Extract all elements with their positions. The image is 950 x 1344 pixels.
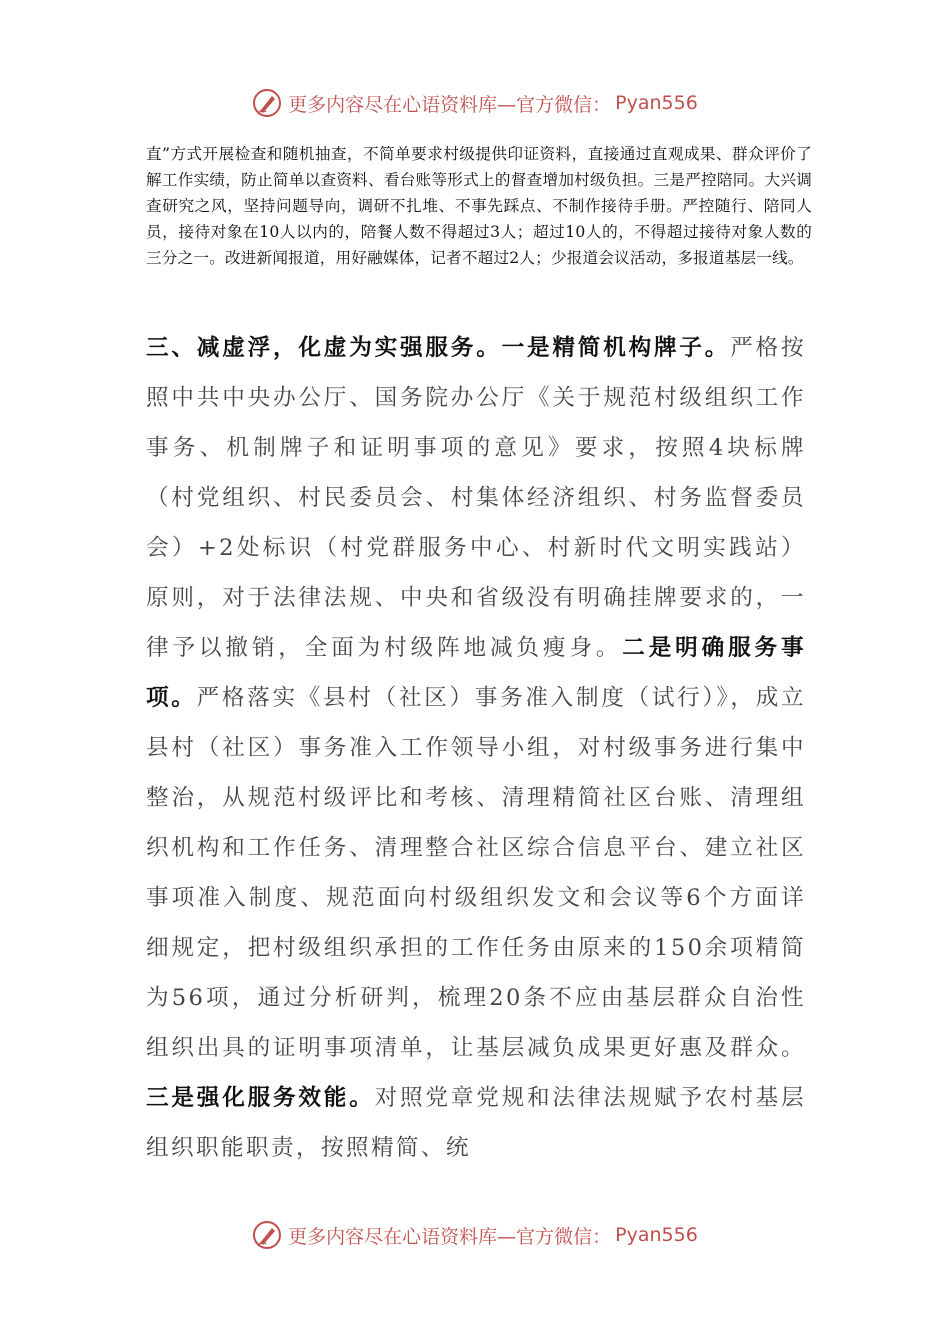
point-two-body: 严格落实《县村（社区）事务准入制度（试行）》，成立县村（社区）事务准入工作领导小组，对村级事务进行集中整治，从规范村级评比和考核、清理精简社区台账、清理组织机构和工作任务、清理整合社区综合信息平台、建立社区事项准入制度、规范面向村级组织发文和会议等6个方面详细规定，把村级组织承担的工作任务由原来的150余项精简为56项，通过分析研判，梳理20条不应由基层群众自治性组织出具的证明事项清单，让基层减负成果更好惠及群众。 [146,685,806,1061]
point-one-body: 严格按照中共中央办公厅、国务院办公厅《关于规范村级组织工作事务、机制牌子和证明事项的意见》要求，按照4块标牌（村党组织、村民委员会、村集体经济组织、村务监督委员会）+2处标识（村党群服务中心、村新时代文明实践站）原则，对于法律法规、中央和省级没有明确挂牌要求的，一律予以撤销，全面为村级阵地减负瘦身。 [146,335,806,661]
section-three-heading: 三、减虚浮，化虚为实强服务。 [146,335,502,361]
point-three-title: 三是强化服务效能。 [146,1085,375,1111]
point-three-body: 对照党章党规和法律法规赋予农村基层组织职能职责，按照精简、统 [146,1085,806,1161]
footer-banner [0,1218,950,1252]
section-three-paragraph [146,323,806,1173]
section-three [146,323,806,1173]
previous-section-paragraph: 直”方式开展检查和随机抽查，不简单要求村级提供印证资料，直接通过直观成果、群众评价了解工作实绩，防止简单以查资料、看台账等形式上的督查增加村级负担。三是严控陪同。大兴调查研究之风，坚持问题导向，调研不扎堆、不事先踩点、不制作接待手册。严控随行、陪同人员，接待对象在10人以内的，陪餐人数不得超过3人；超过10人的，不得超过接待对象人数的三分之一。改进新闻报道，用好融媒体，记者不超过2人；少报道会议活动，多报道基层一线。 [146,145,812,267]
banner-text: 更多内容尽在心语资料库—官方微信： [288,1225,612,1248]
point-one-title: 一是精简机构牌子。 [501,335,731,361]
pen-logo-icon [252,1220,282,1250]
banner-text: 更多内容尽在心语资料库—官方微信： [288,93,612,116]
banner-wechat-id: Pyan556 [615,92,698,114]
pen-logo-icon [252,88,282,118]
point-two-title: 二是明确服务事项。 [146,635,806,711]
banner-wechat-id: Pyan556 [615,1224,698,1246]
header-banner [0,86,950,120]
previous-section-text [146,141,812,271]
